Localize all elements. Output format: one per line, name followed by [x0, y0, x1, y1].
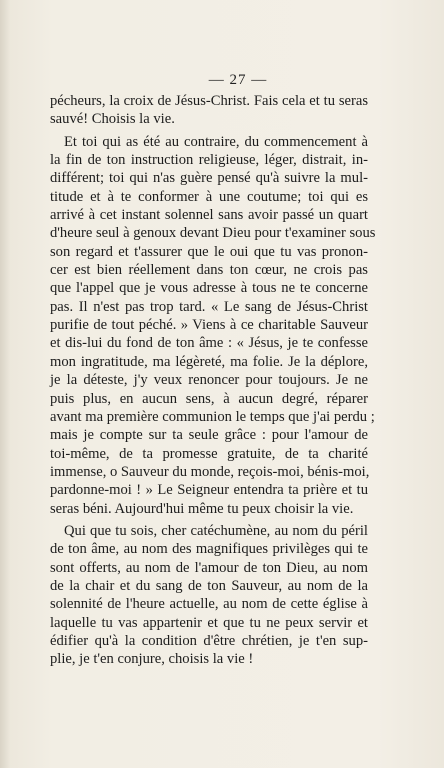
text-line: Et toi qui as été au contraire, du commencement à — [64, 133, 368, 150]
text-line: pas. Il n'est pas trop tard. « Le sang de Jésus-Christ — [50, 298, 368, 315]
text-line: et dis-lui du fond de ton âme : « Jésus, je te confesse — [50, 335, 368, 352]
paragraph-2 — [50, 133, 376, 518]
text-line: mon ingratitude, ma légèreté, ma folie. Je la déplore, — [50, 353, 368, 370]
text-line: titude et à te conformer à une coutume; toi qui es — [50, 188, 368, 205]
text-line: solennité de l'heure actuelle, au nom de cette église à — [50, 596, 368, 613]
text-line: sont offerts, au nom de l'amour de ton Dieu, au nom — [50, 559, 368, 576]
text-line: laquelle tu vas appartenir et que tu ne peux servir et — [50, 614, 368, 631]
text-line: différent; toi qui n'as guère pensé qu'à suivre la mul- — [50, 170, 368, 187]
text-line: pécheurs, la croix de Jésus-Christ. Fais cela et tu seras — [50, 93, 368, 109]
text-line: édifier qu'à la condition d'être chrétien, je t'en sup- — [50, 632, 368, 649]
text-line: que l'appel que je vous adresse à tous ne te concerne — [50, 280, 368, 297]
paragraph-1 — [50, 92, 368, 129]
text-line: arrivé à cet instant solennel sans avoir passé un quart — [50, 207, 368, 224]
text-line: seras béni. Aujourd'hui même tu peux choisir la vie. — [50, 500, 354, 517]
text-line: la fin de ton instruction religieuse, léger, distrait, in- — [50, 152, 368, 169]
text-line: plie, je t'en conjure, choisis la vie ! — [50, 651, 254, 668]
text-line: pardonne-moi ! » Le Seigneur entendra ta prière et tu — [50, 482, 368, 499]
text-line: de ton âme, au nom des magnifiques privilèges qui te — [50, 541, 368, 558]
text-line: cer est bien réellement dans ton cœur, ne crois pas — [50, 262, 368, 279]
text-line: puis plus, en aucun sens, à aucun degré, réparer — [50, 390, 368, 407]
text-line: son regard et t'assurer que le oui que tu vas pronon- — [50, 243, 368, 260]
text-line: sauvé! Choisis la vie. — [50, 111, 175, 128]
page-number: — 27 — — [208, 72, 268, 88]
text-line: d'heure seul à genoux devant Dieu pour t'examiner sous — [50, 225, 376, 242]
body-text — [50, 92, 376, 669]
text-line: mais je compte sur ta seule grâce : pour l'amour de — [50, 427, 368, 444]
text-line: immense, o Sauveur du monde, reçois-moi, bénis-moi, — [50, 463, 370, 480]
paragraph-3 — [50, 522, 368, 669]
page-gutter-shadow — [0, 0, 10, 768]
text-line: avant ma première communion le temps que j'ai perdu ; — [50, 408, 375, 425]
text-line: Qui que tu sois, cher catéchumène, au nom du péril — [64, 522, 368, 539]
text-line: de la chair et du sang de ton Sauveur, au nom de la — [50, 577, 368, 594]
text-line: purifie de tout péché. » Viens à ce charitable Sauveur — [50, 317, 368, 334]
text-line: je la déteste, j'y veux renoncer pour toujours. Je ne — [50, 372, 368, 389]
text-line: toi-même, de ta promesse gratuite, de ta charité — [50, 445, 368, 462]
